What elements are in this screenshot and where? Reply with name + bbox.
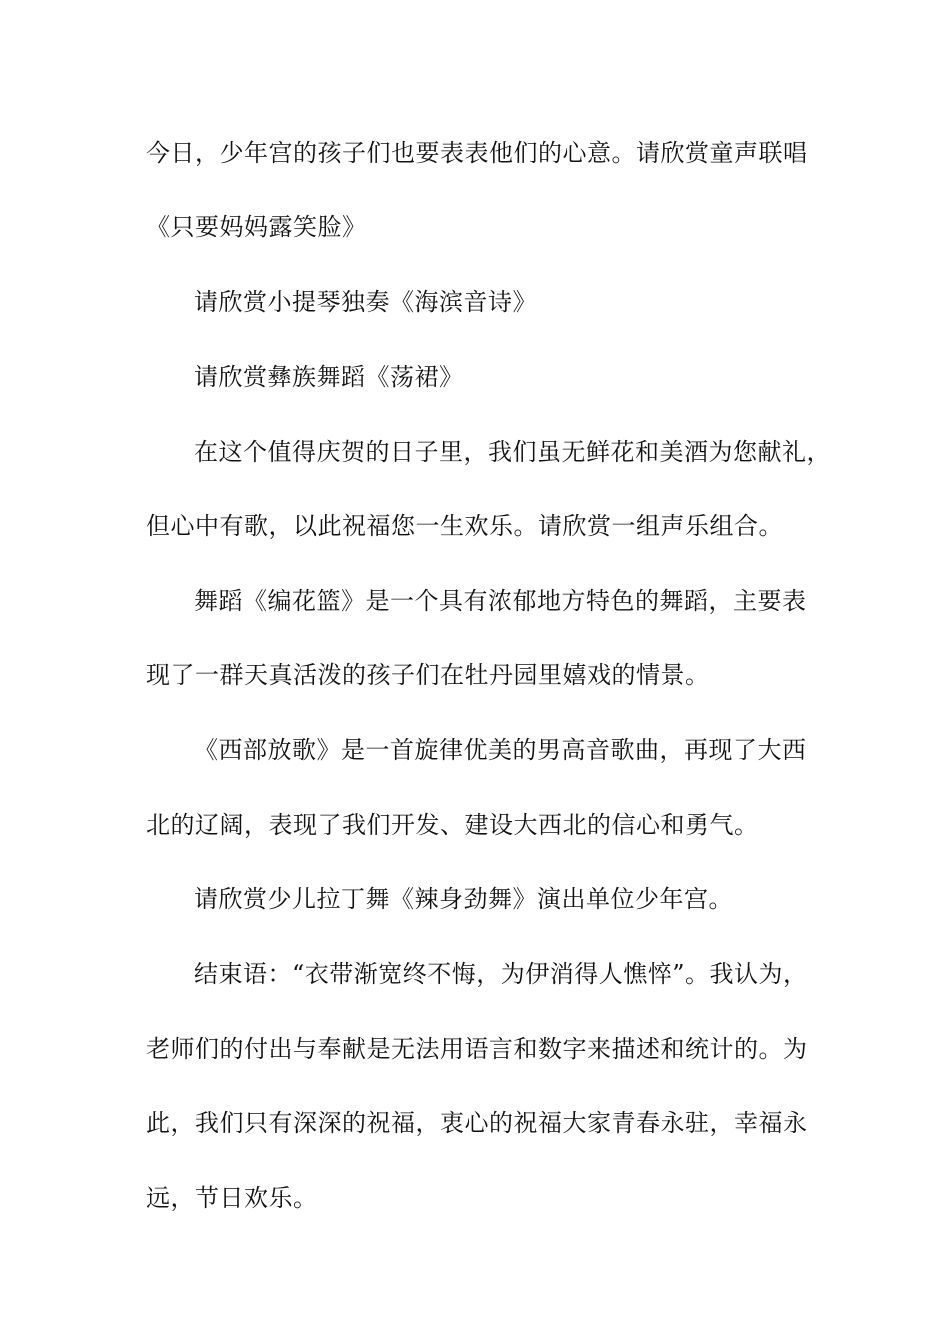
- text-line: 在这个值得庆贺的日子里，我们虽无鲜花和美酒为您献礼，: [194, 438, 831, 466]
- text-line: 现了一群天真活泼的孩子们在牡丹园里嬉戏的情景。: [146, 661, 710, 689]
- text-line: 《西部放歌》是一首旋律优美的男高音歌曲，再现了大西: [194, 736, 807, 764]
- text-line: 请欣赏彝族舞蹈《荡裙》: [194, 363, 464, 391]
- text-line: 但心中有歌，以此祝福您一生欢乐。请欣赏一组声乐组合。: [146, 512, 783, 540]
- text-line: 舞蹈《编花篮》是一个具有浓郁地方特色的舞蹈，主要表: [194, 587, 807, 615]
- text-line: 请欣赏小提琴独奏《海滨音诗》: [194, 288, 537, 316]
- text-line: 结束语：“衣带渐宽终不悔，为伊消得人憔悴”。我认为，: [194, 960, 808, 988]
- text-line: 《只要妈妈露笑脸》: [146, 213, 367, 241]
- text-line: 此，我们只有深深的祝福，衷心的祝福大家青春永驻，幸福永: [146, 1109, 808, 1137]
- text-line: 北的辽阔，表现了我们开发、建设大西北的信心和勇气。: [146, 811, 759, 839]
- text-line: 老师们的付出与奉献是无法用语言和数字来描述和统计的。为: [146, 1035, 808, 1063]
- text-line: 今日，少年宫的孩子们也要表表他们的心意。请欣赏童声联唱: [146, 139, 808, 167]
- text-line: 远，节日欢乐。: [146, 1184, 318, 1212]
- text-line: 请欣赏少儿拉丁舞《辣身劲舞》演出单位少年宫。: [194, 885, 733, 913]
